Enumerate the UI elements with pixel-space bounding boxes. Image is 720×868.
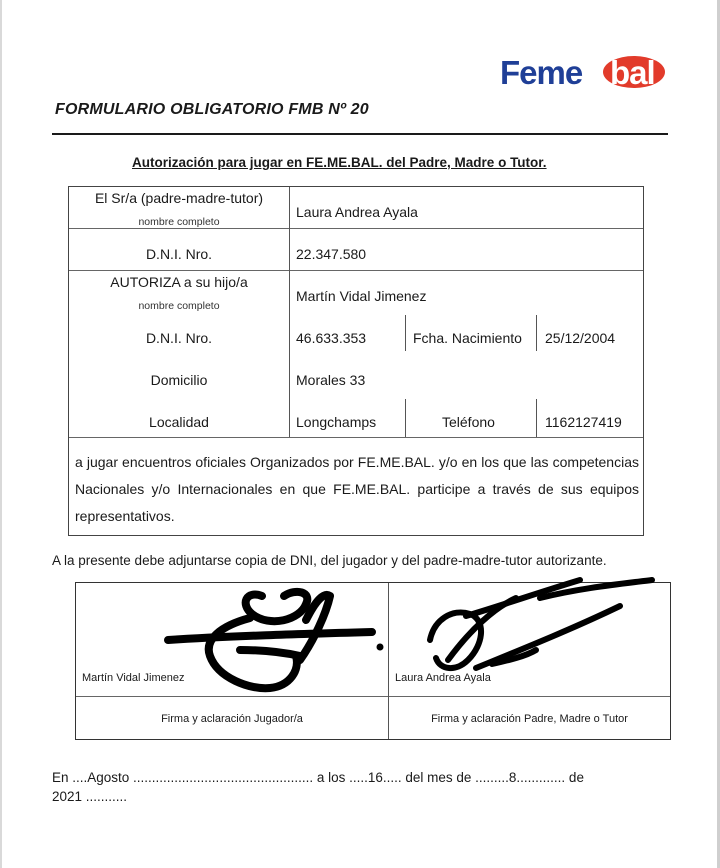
birth-date-label: Fcha. Nacimiento: [413, 330, 522, 346]
logo-text-part1: Feme: [500, 54, 583, 91]
logo-text-part2: bal: [610, 54, 655, 91]
column-divider: [405, 315, 406, 351]
logo-text: [500, 54, 582, 92]
parent-signature-caption: Firma y aclaración Padre, Madre o Tutor: [431, 713, 628, 725]
authorization-table: [68, 186, 644, 536]
page-edge-left: [0, 0, 2, 868]
player-signature-caption: Firma y aclaración Jugador/a: [161, 713, 303, 725]
child-sublabel: nombre completo: [138, 300, 220, 312]
column-divider: [536, 399, 537, 437]
signature-table: [75, 582, 671, 740]
row-divider: [69, 270, 643, 271]
parent-dni-value: 22.347.580: [296, 246, 367, 262]
locality-label: Localidad: [149, 414, 209, 430]
row-divider: [69, 228, 643, 229]
authorizes-label: AUTORIZA a su hijo/a: [110, 274, 248, 290]
signature-row-divider: [76, 696, 670, 697]
attachment-note: A la presente debe adjuntarse copia de DNI, del jugador y del padre-madre-tutor autorizante.: [52, 553, 607, 568]
column-divider: [536, 315, 537, 351]
parent-dni-label: D.N.I. Nro.: [145, 246, 213, 262]
authorization-paragraph: a jugar encuentros oficiales Organizados por FE.ME.BAL. y/o en los que las competencias Nacionales y/o Internacionales en que FE.ME.BAL. participe a través de sus equipos representativos.: [75, 454, 639, 524]
child-name-value: Martín Vidal Jimenez: [296, 288, 427, 304]
form-title: FORMULARIO OBLIGATORIO FMB Nº 20: [55, 101, 369, 118]
address-value: Morales 33: [296, 372, 366, 388]
locality-value: Longchamps: [296, 414, 377, 430]
form-heading: Autorización para jugar en FE.ME.BAL. del Padre, Madre o Tutor.: [132, 155, 547, 170]
phone-value: 1162127419: [545, 414, 622, 430]
player-printed-name: Martín Vidal Jimenez: [82, 672, 185, 684]
birth-date-value: 25/12/2004: [545, 330, 616, 346]
child-dni-value: 46.633.353: [296, 330, 367, 346]
phone-label: Teléfono: [442, 414, 495, 430]
column-divider: [289, 187, 290, 437]
parent-printed-name: Laura Andrea Ayala: [395, 672, 491, 684]
column-divider: [405, 399, 406, 437]
title-divider: [52, 133, 668, 135]
parent-sublabel: nombre completo: [138, 216, 220, 228]
address-label: Domicilio: [150, 372, 208, 388]
date-line: En ....Agosto ................................................ a los .....16..... del mes de .........8............. de: [52, 770, 584, 785]
parent-name-value: Laura Andrea Ayala: [296, 204, 418, 220]
row-divider: [69, 437, 643, 438]
parent-label: El Sr/a (padre-madre-tutor): [94, 190, 264, 206]
femebal-logo: [500, 50, 670, 96]
date-year-line: 2021 ...........: [52, 789, 128, 804]
child-dni-label: D.N.I. Nro.: [145, 330, 213, 346]
